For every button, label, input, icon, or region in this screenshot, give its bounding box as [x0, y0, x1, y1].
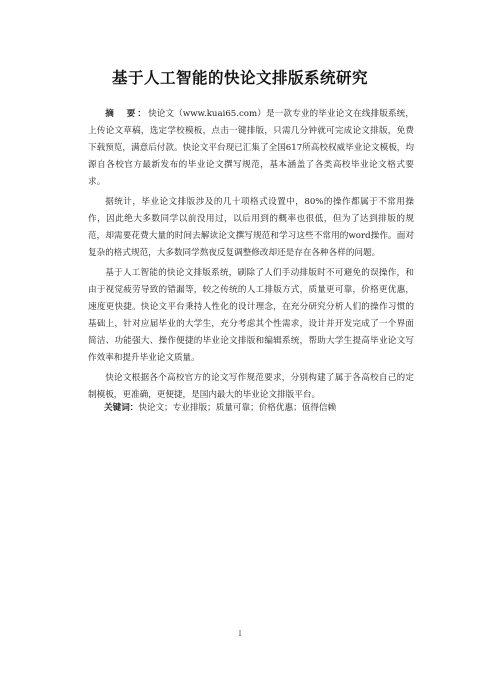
abstract-paragraph: [88, 106, 414, 191]
keywords-label: 关键词：: [104, 403, 139, 413]
document-title: 基于人工智能的快论文排版系统研究: [111, 69, 368, 87]
abstract-label: 摘 要：: [105, 109, 149, 119]
keywords-line: [104, 400, 424, 417]
body-paragraph-3: 快论文根据各个高校官方的论文写作规范要求，分别构建了属于各高校自己的定制模板，更准确，更便捷，是国内最大的毕业论文排版平台。: [88, 373, 414, 400]
abstract-text: 快论文（www.kuai65.com）是一款专业的毕业论文在线排版系统，上传论文草稿，选定学校模板，点击一键排版，只需几分钟就可完成论文排版，免费下载预览，满意后付款。快论文平台现已汇集了全国617所高校权威毕业论文模板，均源自各校官方最新发布的毕业论文撰写规范，基本涵盖了各类高校毕业论文格式要求。: [88, 109, 414, 187]
keywords-text: 快论文；专业排版；质量可靠；价格优惠；值得信赖: [138, 403, 337, 413]
body-paragraph-1: 据统计，毕业论文排版涉及的几十项格式设置中，80%的操作都属于不常用操作，因此绝大多数同学以前没用过，以后用到的概率也很低，但为了达到排版的规范，却需要花费大量的时间去解读论文撰写规范和学习这些不常用的word操作。面对复杂的格式规范，大多数同学熬夜反复调整修改却还是存在各种各样的问题。: [88, 197, 414, 258]
page-number: I: [238, 630, 242, 638]
abstract-body: [88, 106, 414, 407]
body-paragraph-2: 基于人工智能的快论文排版系统，刷除了人们手动排版时不可避免的误操作，和由于视觉疲劳导致的错漏等，较之传统的人工排版方式，质量更可靠，价格更优惠，速度更快捷。快论文平台秉持人性化的设计理念，在充分研究分析人们的操作习惯的基础上，针对应届毕业的大学生，充分考虑其个性需求，设计并开发完成了一个界面简洁、功能强大、操作便捷的毕业论文排版和编辑系统，帮助大学生提高毕业论文写作效率和提升毕业论文质量。: [88, 268, 414, 363]
